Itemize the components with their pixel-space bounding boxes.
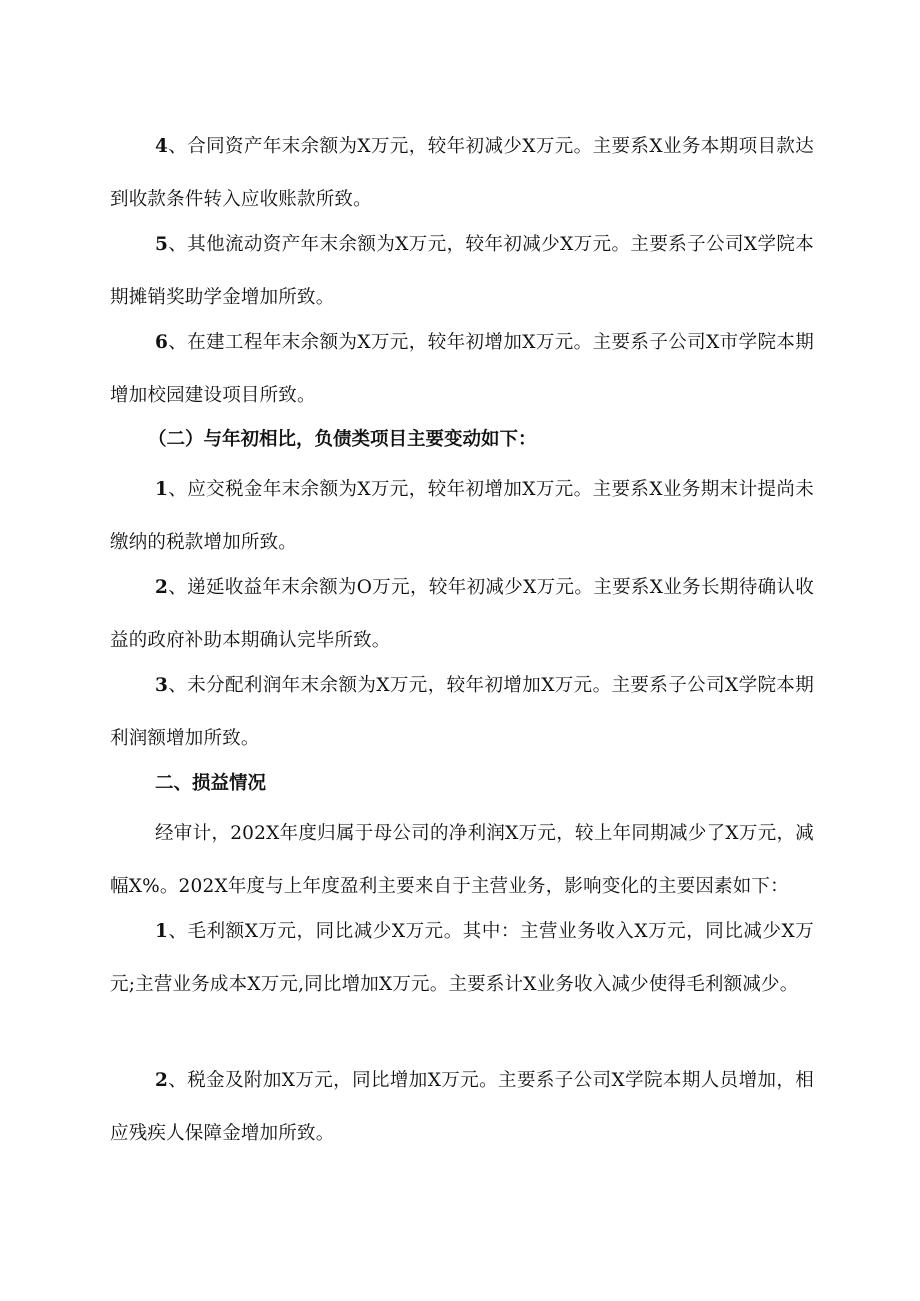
item-number: 2 (155, 577, 169, 598)
item-text: 、其他流动资产年末余额为X万元，较年初减少X万元。主要系子公司X学院本期摊销奖助学金增加所致。 (110, 234, 814, 308)
item-text: 、应交税金年末余额为X万元，较年初增加X万元。主要系X业务期末计提尚未缴纳的税款增加所致。 (110, 479, 814, 553)
profit-intro: 经审计，202X年度归属于母公司的净利润X万元，较上年同期减少了X万元，减幅X%。202X年度与上年度盈利主要来自于主营业务，影响变化的主要因素如下： (110, 823, 814, 897)
item-number: 5 (155, 234, 169, 255)
profit-item-1 (110, 905, 814, 1011)
profit-item-2 (110, 1054, 814, 1160)
liability-item-1 (110, 463, 814, 569)
item-text: 、合同资产年末余额为X万元，较年初减少X万元。主要系X业务本期项目款达到收款条件转入应收账款所致。 (110, 136, 814, 210)
item-text: 、税金及附加X万元，同比增加X万元。主要系子公司X学院本期人员增加，相应残疾人保障金增加所致。 (110, 1070, 814, 1144)
profit-heading: 二、损益情况 (155, 773, 267, 794)
item-number: 3 (155, 675, 169, 696)
liabilities-heading: （二）与年初相比，负债类项目主要变动如下： (148, 429, 537, 450)
item-text: 、未分配利润年末余额为X万元，较年初增加X万元。主要系子公司X学院本期利润额增加所致。 (110, 675, 814, 749)
liability-item-3 (110, 659, 814, 765)
item-text: 、毛利额X万元，同比减少X万元。其中：主营业务收入X万元，同比减少X万元;主营业务成本X万元,同比增加X万元。主要系计X业务收入减少使得毛利额减少。 (110, 921, 814, 995)
item-text: 、递延收益年末余额为O万元，较年初减少X万元。主要系X业务长期待确认收益的政府补助本期确认完毕所致。 (110, 577, 814, 651)
item-number: 6 (155, 332, 169, 353)
item-number: 2 (155, 1070, 169, 1091)
liability-item-2 (110, 561, 814, 667)
asset-item-6 (110, 316, 814, 422)
asset-item-5 (110, 218, 814, 324)
item-number: 1 (155, 479, 169, 500)
item-number: 1 (155, 921, 169, 942)
asset-item-4 (110, 120, 814, 226)
item-number: 4 (155, 136, 169, 157)
item-text: 、在建工程年末余额为X万元，较年初增加X万元。主要系子公司X市学院本期增加校园建设项目所致。 (110, 332, 814, 406)
